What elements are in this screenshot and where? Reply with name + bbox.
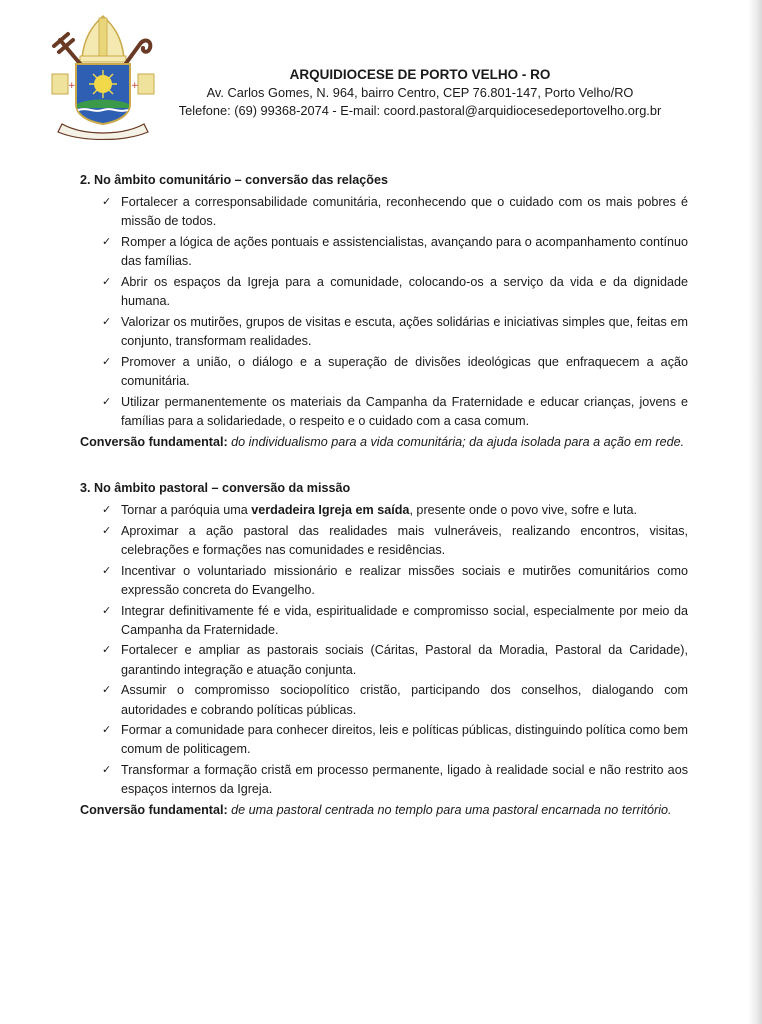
list-item: ✓ Transformar a formação cristã em processo permanente, ligado à realidade social e não restrito aos espaços internos da Igreja. [102, 763, 688, 797]
list-item: ✓ Aproximar a ação pastoral das realidades mais vulneráveis, realizando encontros, visitas, celebrações e formações nas comunidades e residências. [102, 523, 688, 557]
checkmark-icon: ✓ [102, 764, 112, 777]
checkmark-icon: ✓ [102, 644, 112, 657]
checkmark-icon: ✓ [102, 315, 112, 328]
section-title: 3. No âmbito pastoral – conversão da missão [80, 480, 351, 495]
bullet-list [80, 501, 688, 800]
fundamental-conversion [80, 801, 688, 820]
section-pastoral [80, 479, 688, 820]
list-item: ✓ Formar a comunidade para conhecer direitos, leis e políticas públicas, distinguindo política como bem comum de politicagem. [102, 723, 689, 757]
list-item: ✓ Tornar a paróquia uma verdadeira Igreja em saída, presente onde o povo vive, sofre e luta. [80, 501, 688, 520]
checkmark-icon: ✓ [102, 355, 112, 368]
page-edge-shadow [748, 0, 762, 1024]
checkmark-icon: ✓ [102, 395, 112, 408]
svg-text:+: + [68, 81, 76, 91]
section-title: 2. No âmbito comunitário – conversão das relações [80, 173, 388, 187]
list-item: ✓ Fortalecer a corresponsabilidade comunitária, reconhecendo que o cuidado com os mais pobres é missão de todos. [102, 195, 688, 229]
conclusion-label: Conversão fundamental: [80, 434, 228, 449]
list-item: ✓ Assumir o compromisso sociopolítico cristão, participando dos conselhos, dialogando com autoridades e cobrando políticas públicas. [102, 683, 688, 717]
letterhead [170, 66, 670, 120]
list-item: ✓ Abrir os espaços da Igreja para a comunidade, colocando-os a serviço da vida e da dignidade humana. [102, 275, 688, 309]
checkmark-icon: ✓ [102, 276, 112, 289]
organization-name: ARQUIDIOCESE DE PORTO VELHO - RO [289, 67, 551, 82]
checkmark-icon: ✓ [102, 236, 112, 249]
conclusion-text: do individualismo para a vida comunitária; da ajuda isolada para a ação em rede. [231, 434, 685, 449]
document-body [80, 171, 688, 820]
section-community [80, 171, 688, 452]
checkmark-icon: ✓ [102, 564, 112, 577]
emphasis-text: verdadeira Igreja em saída [251, 503, 410, 518]
bullet-list [80, 193, 688, 431]
checkmark-icon: ✓ [102, 724, 112, 737]
list-item: ✓ Integrar definitivamente fé e vida, espiritualidade e compromisso social, especialmente por meio da Campanha da Fraternidade. [102, 603, 688, 637]
checkmark-icon: ✓ [102, 504, 112, 517]
list-item: ✓ Utilizar permanentemente os materiais da Campanha da Fraternidade e educar crianças, jovens e famílias para a solidariedade, o respeito e o cuidado com a casa comum. [102, 394, 688, 428]
checkmark-icon: ✓ [102, 524, 112, 537]
checkmark-icon: ✓ [102, 684, 112, 697]
list-item: ✓ Promover a união, o diálogo e a superação de divisões ideológicas que enfraquecem a ação comunitária. [102, 354, 688, 389]
conclusion-label: Conversão fundamental: [80, 803, 228, 818]
checkmark-icon: ✓ [102, 604, 112, 617]
archdiocese-coat-of-arms-logo [44, 12, 162, 140]
checkmark-icon: ✓ [102, 196, 112, 209]
svg-text:+: + [131, 81, 139, 91]
list-item: ✓ Fortalecer e ampliar as pastorais sociais (Cáritas, Pastoral da Moradia, Pastoral da Caridade), garantindo integração e atuação conjunta. [102, 643, 688, 677]
list-item: ✓ Romper a lógica de ações pontuais e assistencialistas, avançando para o acompanhamento contínuo das famílias. [102, 235, 688, 269]
organization-address: Av. Carlos Gomes, N. 964, bairro Centro, CEP 76.801-147, Porto Velho/RO [206, 85, 634, 100]
organization-contact: Telefone: (69) 99368-2074 - E-mail: coord.pastoral@arquidiocesedeportovelho.org.br [178, 103, 662, 118]
list-item: ✓ Incentivar o voluntariado missionário e realizar missões sociais e mutirões comunitários como expressão concreta do Evangelho. [102, 563, 688, 597]
conclusion-text: de uma pastoral centrada no templo para uma pastoral encarnada no território. [231, 803, 672, 818]
list-item: ✓ Valorizar os mutirões, grupos de visitas e escuta, ações solidárias e iniciativas simples que, feitas em conjunto, transformam realidades. [102, 314, 688, 349]
fundamental-conversion [80, 433, 688, 452]
